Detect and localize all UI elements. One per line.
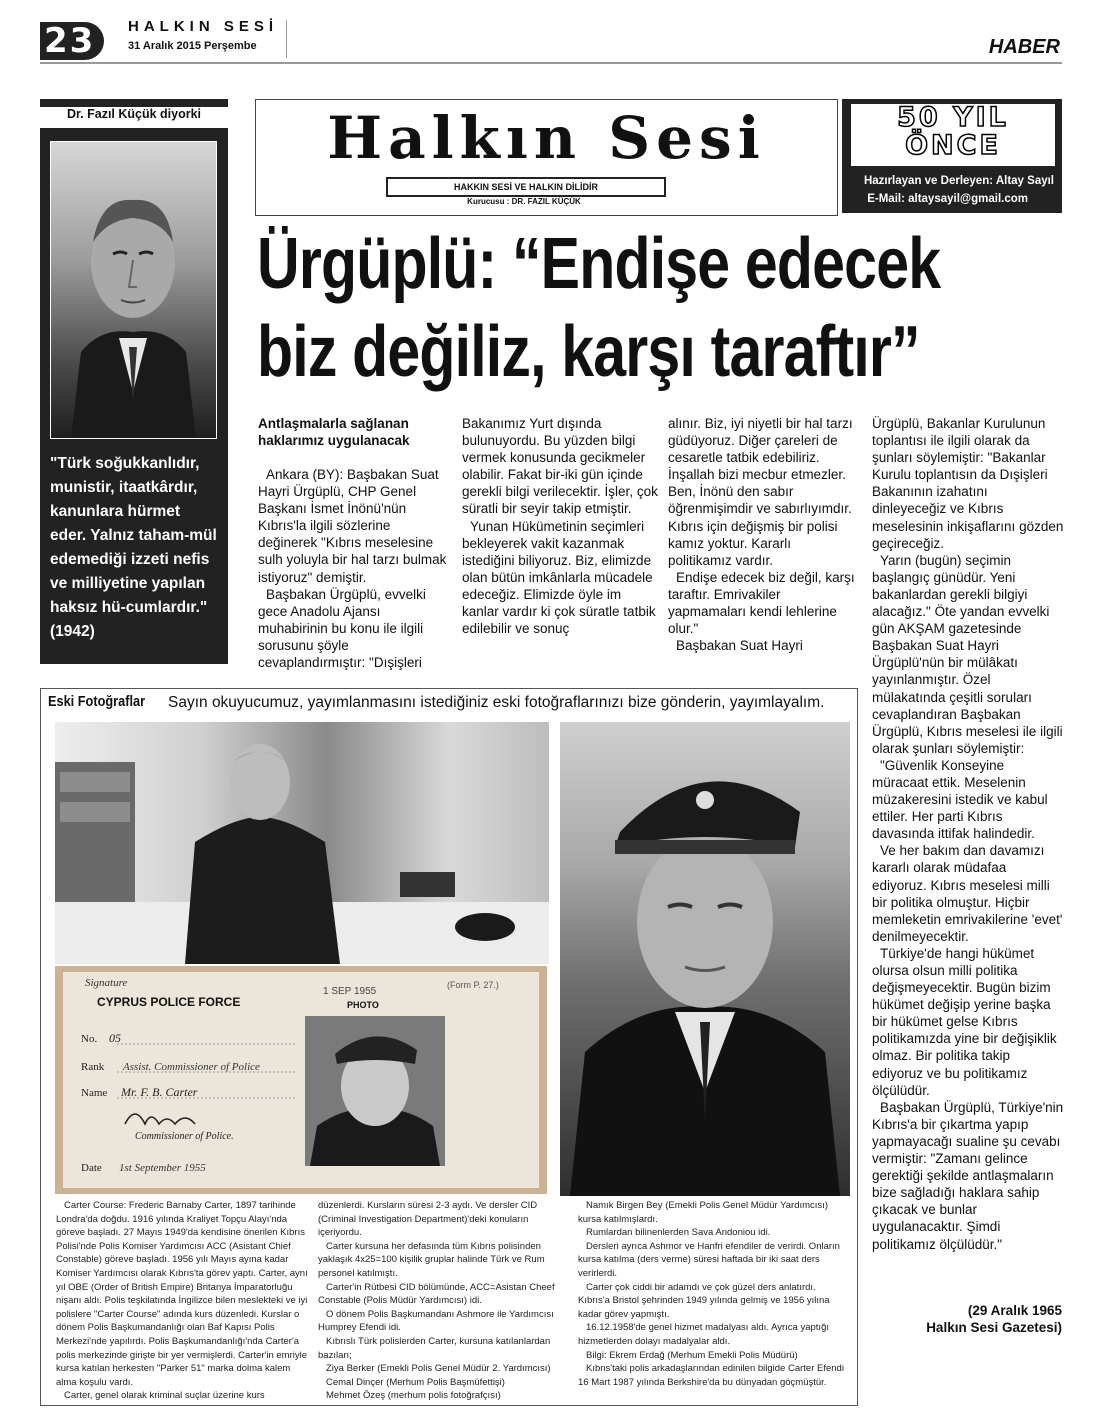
caption-paragraph: Dersleri ayrıca Ashmor ve Hanfri efendiler de verirdi. Onların kursa katılma (ders verme) süresi haftada bir iki saat ders verirlerdi.	[578, 1240, 840, 1279]
caption-paragraph: 16.12.1958'de genel hizmet madalyası aldı. Ayrıca yaptığı hizmetlerden dolayı madalyalar aldı.	[578, 1322, 829, 1347]
caption-paragraph: Namık Birgen Bey (Emekli Polis Genel Müdür Yardımcısı) kursa katılmışlardı.	[578, 1200, 828, 1225]
card-form: (Form P. 27.)	[447, 980, 499, 990]
paragraph: Yunan Hükümetinin seçimleri bekleyerek vakit kazanmak istediğini biliyoruz. Biz, elimizde olan bütün imkânlarla mücadele edeceğiz. Elimizde öyle im kanlar vardır ki çok süratle tatbik edilebilir ve sonuç	[462, 518, 656, 637]
old-photos-label: Eski Fotoğraflar	[48, 693, 146, 710]
card-date-value: 1st September 1955	[119, 1162, 206, 1174]
caption-paragraph: Kıbns'taki polis arkadaşlarından edinilen bilgide Carter Efendi 16 Mart 1987 yılında Berkshire'da bu dünyadan göçmüştür.	[578, 1363, 844, 1388]
desk-illustration	[55, 722, 549, 964]
officer-illustration	[560, 722, 850, 1196]
caption-paragraph: Carter çok ciddi bir adamdı ve çok güzel ders anlatırdı. Kıbrıs'a Bristol şehrinden 1949 yılında gelmiş ve 1956 yılına kadar görev yapmıştı.	[578, 1281, 830, 1320]
caption-paragraph: Rumlardan bilinenlerden Sava Andoniou idi.	[586, 1227, 771, 1239]
id-card-illustration	[55, 966, 547, 1194]
header-divider	[286, 20, 287, 58]
caption-paragraph: Carter, genel olarak kriminal suçlar üzerine kurs	[64, 1390, 265, 1402]
old-photos-invite: Sayın okuyucumuz, yayımlanmasını istediğiniz eski fotoğraflarınızı bize gönderin, yayımlayalım.	[168, 694, 825, 711]
article-column-1	[258, 466, 450, 671]
contact-email[interactable]: E-Mail: altaysayil@gmail.com	[867, 193, 1028, 205]
caption-paragraph: O dönem Polis Başkumandanı Ashmore ile Yardımcısı Humprey Efendi idi.	[318, 1308, 554, 1334]
card-date-label: Date	[81, 1162, 102, 1174]
card-photo-label: PHOTO	[347, 1000, 379, 1010]
caption-paragraph: Carter'in Rütbesi CID bölümünde, ACC=Asistan Cheef Constable (Polis Müdür Yardımcısı) idi.	[318, 1281, 555, 1307]
headline-line1: Ürgüplü: “Endişe edecek	[257, 224, 941, 304]
article-column-4	[872, 415, 1064, 1253]
caption-paragraph: Mehmet Özeş (merhum polis fotoğrafçısı)	[326, 1390, 501, 1402]
article-source	[872, 1302, 1062, 1336]
paragraph: Bakanımız Yurt dışında bulunuyordu. Bu yüzden bilgi vermek konusunda gecikmeler olabilir. Fakat bir-iki gün içinde gerekli bilgi verilecektir. İşler, çok süratli bir seyir takip etmiştir.	[462, 416, 658, 517]
caption-paragraph: Carter kursuna her defasında tüm Kıbrıs polisinden yaklaşık 4x25=100 kişilik gruplar halinde Türk ve Rum personel katılmıştı.	[318, 1240, 545, 1279]
card-commissioner: Commissioner of Police.	[135, 1131, 234, 1142]
carter-at-desk-photo	[55, 722, 549, 964]
paper-name: HALKIN SESİ	[128, 18, 279, 35]
source-line2: Halkın Sesi Gazetesi)	[926, 1320, 1062, 1335]
paragraph: Başbakan Suat Hayri	[676, 638, 803, 654]
card-rank-value: Assist. Commissioner of Police	[123, 1061, 260, 1073]
fifty-years-line1: 50 YIL	[897, 102, 1009, 133]
portrait-illustration	[51, 142, 216, 438]
masthead-clipping	[255, 99, 838, 216]
caption-paragraph: Bilgi: Ekrem Erdağ (Merhum Emekli Polis Müdürü)	[586, 1349, 798, 1361]
card-name-value: Mr. F. B. Carter	[121, 1085, 198, 1099]
paragraph: Türkiye'de hangi hükümet olursa olsun milli politika değişmeyecektir. Bugün bizim hükümet değişip yerine başka bir hükümet gelse Kıbrıs politikamızda yine bir değişiklik olmaz. Bir politika takip ediyoruz ve bu politikamız ölçülüdür.	[872, 945, 1057, 1098]
police-id-card-photo	[55, 966, 547, 1194]
card-signature-label: Signature	[85, 977, 128, 989]
fifty-years-line2: ÖNCE	[905, 130, 1001, 161]
sidebar-title: Dr. Fazıl Küçük diyorki	[66, 107, 202, 121]
card-no-label: No.	[81, 1033, 98, 1045]
prepared-by: Hazırlayan ve Derleyen: Altay Sayıl	[863, 175, 1054, 187]
paragraph: Ürgüplü, Bakanlar Kurulunun toplantısı ile ilgili olarak da şunları söylemiştir: "Bakanlar Kurulu toplantısın da Dışişleri Bakanının izahatını dinleyeceğiz ve Kıbrıs meselesinin inkişaflarını gözden geçireceğiz.	[872, 416, 1064, 551]
paragraph: alınır. Biz, iyi niyetli bir hal tarzı güdüyoruz. Diğer çareleri de cesaretle tatbik edebiliriz. İnşallah bizi mecbur etmezler. Ben, İnönü den sabır öğrenmişimdir ve sabırlıyımdır. Kıbrıs için değişmiş bir polisi kamız yoktur. Kararlı politikamız vardır.	[668, 416, 853, 568]
page-number: 23	[40, 22, 104, 60]
article-subhead: Antlaşmalarla sağlanan haklarımız uygulanacak	[258, 416, 410, 448]
fifty-years-logo	[850, 103, 1056, 167]
masthead-title: Halkın Sesi	[327, 104, 766, 172]
masthead-founder: Kurucusu : DR. FAZIL KÜÇÜK	[467, 197, 581, 206]
paragraph: Endişe edecek biz değil, karşı taraftır. Emrivakiler yapmamaları kendi lehlerine olur."	[668, 569, 855, 637]
paragraph: Ankara (BY): Başbakan Suat Hayri Ürgüplü, CHP Genel Başkanı İsmet İnönü'nün Kıbrıs'la ilgili sözlerine değinerek "Kıbrıs meselesine sulh yoluyla bir hal tarzı bulmak istiyoruz" demiştir.	[258, 467, 447, 585]
caption-column-1	[56, 1199, 308, 1403]
paragraph: Ve her bakım dan davamızı kararlı olarak müdafaa ediyoruz. Kıbrıs meselesi milli bir politika olmuştur. Hiçbir memleketin emrivakilerine 'evet' denilmeyecektir.	[872, 843, 1063, 944]
card-stamp: 1 SEP 1955	[323, 986, 377, 997]
source-line1: (29 Aralık 1965	[967, 1303, 1062, 1318]
paragraph: Başbakan Ürgüplü, Türkiye'nin Kıbrıs'a bir çıkartma yapıp yapmayacağı sualine şu cevabı vermiştir: "Zamanı gelince gerektiği şekilde antlaşmaların bize sağladığı haklara sahip çıkacak ve bunlar uygulanacaktır. Şimdi politikamız ölçülüdür."	[872, 1099, 1064, 1252]
headline	[257, 220, 941, 396]
caption-paragraph: Kıbrıslı Türk polislerden Carter, kursuna katılanlardan bazıları;	[318, 1335, 551, 1361]
caption-paragraph: Cemal Dinçer (Merhum Polis Başmüfettişi)	[326, 1376, 505, 1388]
article-column-3	[668, 415, 858, 654]
card-name-label: Name	[81, 1087, 108, 1099]
caption-paragraph: Carter Course: Frederic Barnaby Carter, 1897 tarihinde Londra'da doğdu. 1916 yılında Kraliyet Topçu Alayı'nda göreve başladı. 27 Mayıs 1949'da kendisine önerilen Kıbrıs Polisi'nde Polis Komiser Yardımcısı ACC (Asistant Chief Constable) göreve başladı. 1956 yılı Mayıs ayına kadar Komiser Yardımcısı olarak Kıbrıs'ta görev yaptı. Carter, aynı yıl OBE (Order of British Empire) Britanya İmparatorluğu nişanı aldı. Polis teşkilatında İngilizce bilen meslekteki ve iyi polislere "Carter Course" adında kurs düzenledi. Kurslar o dönem Polis Başkumandanlığı olan Baf Kapısı Polis Merkezi'nde yapılırdı. Polis Başkumandanlığı'nda Carter'a polis merkezinde girişte bir yer vermişlerdi. Carter'in emriyle kursa katılan herkesten "Parker 51" marka dolma kalem alma koşulu vardı.	[56, 1200, 308, 1388]
paragraph: Yarın (bugün) seçimin başlangıç günüdür. Yeni bakanlardan gerekli bilgiyi alacağız." Öte yandan evvelki gün AKŞAM gazetesinde Başbakan Suat Hayri Ürgüplü'nün bir mülâkatı yayınlanmıştır. Özel mülakatında çeşitli soruları cevaplandıran Başbakan Ürgüplü, Kıbrıs meselesi ile ilgili olarak şunları söylemiştir:	[872, 552, 1063, 756]
headline-line2: biz değiliz, karşı taraftır”	[257, 312, 920, 392]
issue-date: 31 Aralık 2015 Perşembe	[128, 40, 257, 52]
sidebar-top-bar	[40, 99, 228, 107]
section-label: HABER	[988, 36, 1060, 58]
caption-paragraph: Ziya Berker (Emekli Polis Genel Müdür 2. Yardımcısı)	[326, 1363, 551, 1375]
caption-column-3	[578, 1199, 850, 1389]
paragraph: "Güvenlik Konseyine müracaat ettik. Meselenin müzakeresini istedik ve kabul ettiler. Her parti Kıbrıs davasında ittifak halindedir.	[872, 757, 1048, 842]
paragraph: Başbakan Ürgüplü, evvelki gece Anadolu Ajansı muhabirinin bu konu ile ilgili sorusunu şöyle cevaplandırmıştır: "Dışişleri	[258, 586, 426, 671]
header-rule	[40, 62, 1062, 64]
card-org: CYPRUS POLICE FORCE	[97, 995, 241, 1009]
card-no-value: 05	[109, 1031, 121, 1045]
sidebar-quote: "Türk soğukkanlıdır, munistir, itaatkârdır, kanunlara hürmet eder. Yalnız taham-mül edemediği izzeti nefis ve milliyetine yapılan haksız hü-cumlardır." (1942)	[50, 455, 217, 640]
carter-portrait-photo	[560, 722, 850, 1196]
fazil-kucuk-portrait	[50, 141, 217, 439]
masthead-banner: HAKKIN SESİ VE HALKIN DİLİDİR	[386, 177, 666, 197]
article-column-2	[462, 415, 658, 637]
card-rank-label: Rank	[81, 1061, 105, 1073]
caption-column-2	[318, 1199, 562, 1403]
caption-paragraph: düzenlerdi. Kursların süresi 2-3 aydı. Ve dersler CID (Criminal Investigation Department)'deki konuların içeriyordu.	[318, 1200, 538, 1239]
